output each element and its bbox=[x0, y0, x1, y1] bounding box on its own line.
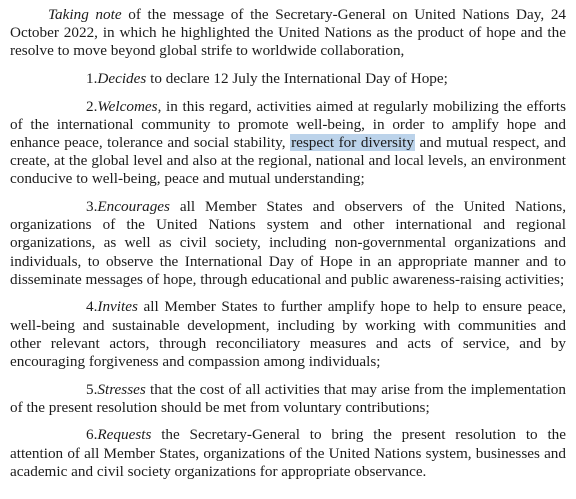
paragraph-lead: Decides bbox=[97, 70, 147, 87]
paragraph-lead: Stresses bbox=[97, 380, 146, 398]
paragraph-text-after: and mutual respect, and create, at the global level and also at the regional, national and local levels, an environment conducive to well-being, peace and mutual understanding; bbox=[10, 134, 566, 188]
paragraph-lead: Invites bbox=[97, 298, 138, 316]
paragraph-text: to declare 12 July the International Day of Hope; bbox=[146, 70, 448, 87]
paragraph-6 bbox=[10, 426, 566, 481]
intro-text: of the message of the Secretary-General on United Nations Day, 24 October 2022, in which he highlighted the United Nations as the product of hope and the resolve to move beyond global strife to worldwide collaboration, bbox=[10, 6, 567, 60]
paragraph-number: 5. bbox=[86, 380, 98, 398]
paragraph-number: 4. bbox=[86, 298, 98, 316]
document-page bbox=[10, 0, 566, 481]
paragraph-text: all Member States to further amplify hope to help to ensure peace, well-being and sustainable development, including by working with communities and other relevant actors, through reconciliatory measures and acts of service, and by encouraging forgiveness and compassion among individuals; bbox=[10, 298, 566, 371]
paragraph-number: 2. bbox=[86, 97, 98, 115]
paragraph-lead: Encourages bbox=[97, 198, 170, 215]
paragraph-1 bbox=[10, 70, 566, 88]
paragraph-text-before: , in this regard, activities aimed at regularly mobilizing the efforts of the international community to promote well-being, in order to amplify hope and enhance peace, tolerance and social stability, bbox=[10, 97, 566, 151]
intro-paragraph bbox=[10, 6, 566, 61]
paragraph-number: 1. bbox=[86, 70, 98, 87]
paragraph-text: the Secretary-General to bring the present resolution to the attention of all Member States, organizations of the United Nations system, businesses and academic and civil society organizations for appropriate observance. bbox=[10, 426, 566, 480]
text-selection-highlight[interactable]: respect for diversity bbox=[291, 134, 414, 151]
paragraph-text: that the cost of all activities that may arise from the implementation of the present resolution should be met from voluntary contributions; bbox=[10, 380, 566, 416]
paragraph-3 bbox=[10, 198, 566, 289]
paragraph-number: 6. bbox=[86, 426, 98, 444]
paragraph-text: all Member States and observers of the United Nations, organizations of the United Nations system and other international and regional organizations, as well as civil society, including non-governmental organizations and individuals, to observe the International Day of Hope in an appropriate manner and to disseminate messages of hope, through educational and public awareness-raising activities; bbox=[10, 198, 566, 288]
paragraph-lead: Welcomes bbox=[97, 97, 158, 115]
paragraph-number: 3. bbox=[86, 198, 98, 215]
paragraph-lead: Requests bbox=[97, 426, 152, 444]
paragraph-4 bbox=[10, 298, 566, 371]
paragraph-5 bbox=[10, 381, 566, 417]
paragraph-2 bbox=[10, 98, 566, 189]
intro-lead: Taking note bbox=[48, 6, 122, 23]
